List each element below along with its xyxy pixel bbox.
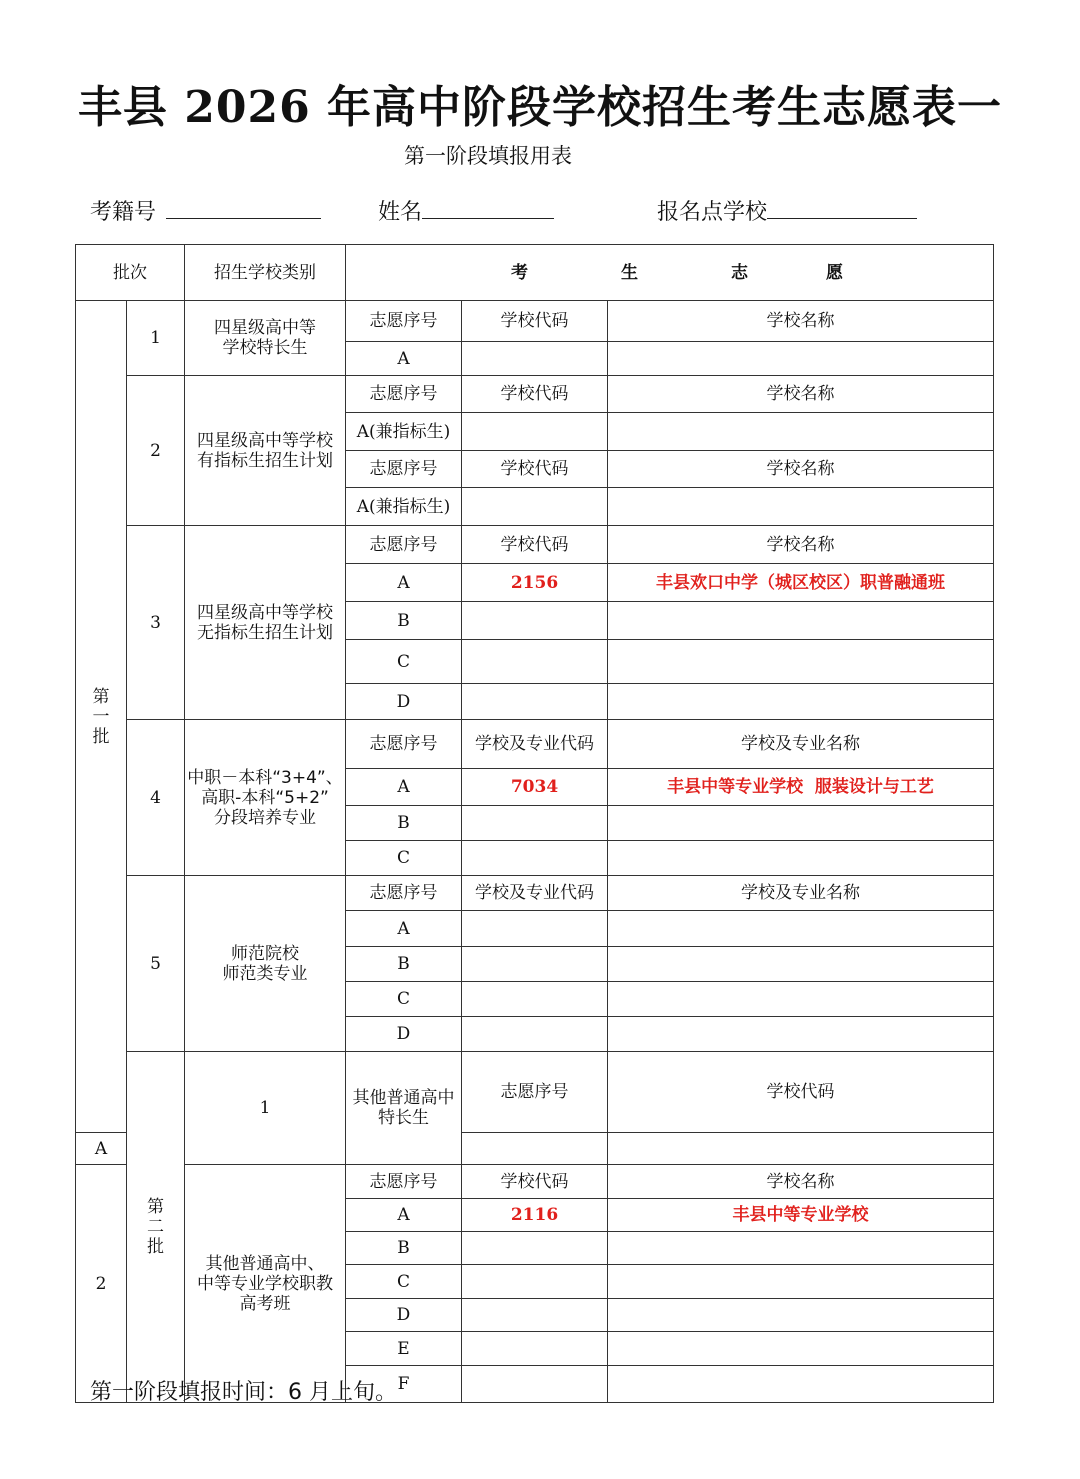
batch1-label [76,301,127,1133]
wish-seq: A [346,1199,462,1232]
school-code-cell[interactable]: 2116 [462,1199,608,1232]
wish-seq: E [346,1332,462,1366]
wish-table [75,244,994,1403]
school-code-cell[interactable] [462,342,608,376]
school-name-cell[interactable] [608,1366,994,1403]
school-name-cell[interactable] [608,1299,994,1332]
school-blank[interactable] [767,196,917,219]
section-number: 1 [127,301,185,376]
wish-seq: A [346,769,462,806]
school-name-cell[interactable] [608,947,994,982]
section-category [185,301,346,376]
col-seq-label: 志愿序号 [346,451,462,488]
exam-id-blank[interactable] [166,196,321,219]
wish-seq: A [346,564,462,602]
school-name-cell[interactable] [608,841,994,876]
school-code-cell[interactable] [462,947,608,982]
batch2-label [127,1052,185,1403]
col-seq-label: 志愿序号 [346,1165,462,1199]
table-row [76,720,994,769]
category-line: 高职-本科“5+2” [201,787,329,808]
batch1-label-char: 批 [92,726,110,747]
table-row [76,876,994,911]
school-code-cell[interactable] [462,1265,608,1299]
section-category [185,376,346,526]
exam-id-label: 考籍号 [90,200,157,225]
school-code-cell[interactable] [462,602,608,640]
category-line: 四星级高中等 [214,318,316,338]
batch1-label-char: 第 [92,686,110,707]
school-name-cell[interactable] [608,684,994,720]
col-name-label: 学校名称 [608,376,994,413]
name-field[interactable] [378,196,554,229]
wish-seq: D [346,1017,462,1052]
col-code-label: 学校及专业代码 [462,876,608,911]
col-seq-label: 志愿序号 [346,876,462,911]
section-number: 1 [185,1052,346,1165]
col-code-label: 学校及专业代码 [462,720,608,769]
wish-seq: C [346,841,462,876]
category-line: 无指标生招生计划 [197,622,333,643]
col-code-label: 学校代码 [462,301,608,342]
col-code-label: 学校代码 [608,1052,994,1133]
wish-seq: D [346,1299,462,1332]
school-name-cell[interactable] [608,1232,994,1265]
wish-seq: C [346,1265,462,1299]
school-code-cell[interactable]: 2156 [462,564,608,602]
school-name-cell[interactable] [608,1265,994,1299]
table-row [76,1165,994,1199]
col-name-label: 学校及专业名称 [608,720,994,769]
section-number: 4 [127,720,185,876]
category-line: 中等专业学校职教 [197,1273,333,1294]
school-name-cell[interactable] [608,640,994,684]
section-category [185,526,346,720]
col-seq-label: 志愿序号 [346,526,462,564]
school-code-cell[interactable] [462,488,608,526]
school-name-cell[interactable] [608,806,994,841]
school-code-cell[interactable] [462,684,608,720]
batch1-label-char: 一 [92,706,110,727]
category-line: 其他普通高中、 [205,1253,325,1274]
school-code-cell[interactable] [462,841,608,876]
school-code-cell[interactable] [462,1366,608,1403]
col-code-label: 学校代码 [462,1165,608,1199]
col-name-label: 学校名称 [608,1165,994,1199]
category-line: 高考班 [239,1293,291,1314]
col-seq-label: 志愿序号 [346,301,462,342]
category-line: 有指标生招生计划 [197,450,333,471]
section-number: 5 [127,876,185,1052]
school-code-cell[interactable] [462,1133,608,1165]
wish-seq: B [346,602,462,640]
name-blank[interactable] [422,196,554,219]
category-line: 师范类专业 [222,963,308,984]
wish-seq: F [346,1366,462,1403]
section-number: 2 [127,376,185,526]
section-category [185,720,346,876]
col-code-label: 学校代码 [462,526,608,564]
category-line: 特长生 [378,1108,429,1128]
school-field[interactable] [657,196,917,229]
category-line: 中职－本科“3+4”、 [187,767,343,788]
table-row [76,526,994,564]
section-category [346,1052,462,1165]
school-code-cell[interactable] [462,982,608,1017]
school-code-cell[interactable] [462,413,608,451]
school-name-cell[interactable] [608,1332,994,1366]
school-code-cell[interactable] [462,1017,608,1052]
school-name-cell[interactable]: 丰县中等专业学校 [608,1199,994,1232]
batch2-label-char: 批 [147,1237,164,1257]
section-number: 2 [76,1165,127,1403]
school-code-cell[interactable] [462,640,608,684]
school-code-cell[interactable] [462,1232,608,1265]
header-batch: 批次 [76,245,185,301]
section-number: 3 [127,526,185,720]
category-line: 其他普通高中 [352,1088,455,1108]
school-code-cell[interactable] [462,1332,608,1366]
col-name-label: 学校名称 [608,301,994,342]
table-header-row [76,245,994,301]
fill-time-note: 第一阶段填报时间：6 月上旬。 [90,1380,397,1405]
form-title: 丰县 2026 年高中阶段学校招生考生志愿表一 [77,82,1003,133]
exam-id-field[interactable] [90,196,321,229]
wish-seq: A [346,342,462,376]
school-name-cell[interactable] [608,488,994,526]
wish-seq: A [76,1133,127,1165]
table-row [76,1052,994,1133]
col-code-label: 学校代码 [462,376,608,413]
category-line: 学校特长生 [222,338,308,358]
school-name-cell[interactable] [608,413,994,451]
col-name-label: 学校及专业名称 [608,876,994,911]
col-code-label: 学校代码 [462,451,608,488]
wish-seq: C [346,982,462,1017]
school-name-cell[interactable] [608,982,994,1017]
section-category [185,1165,346,1403]
wish-seq: D [346,684,462,720]
wish-seq: B [346,947,462,982]
table-row [76,376,994,413]
school-code-cell[interactable] [462,1299,608,1332]
school-name-cell[interactable] [608,911,994,947]
wish-seq: A(兼指标生) [346,488,462,526]
category-line: 四星级高中等学校 [197,602,333,623]
col-seq-label: 志愿序号 [346,376,462,413]
batch2-label-char: 二 [147,1217,164,1237]
school-name-cell[interactable] [608,1133,994,1165]
wish-seq: B [346,1232,462,1265]
col-name-label: 学校名称 [608,526,994,564]
header-wish-char: 考 [511,262,528,283]
category-line: 师范院校 [231,943,299,964]
school-code-cell[interactable]: 7034 [462,769,608,806]
batch2-label-char: 第 [147,1197,164,1217]
school-label: 报名点学校 [657,200,768,225]
header-wish-char: 生 [621,262,638,283]
school-name-cell[interactable] [608,1017,994,1052]
table-row [76,301,994,342]
col-seq-label: 志愿序号 [346,720,462,769]
school-name-cell[interactable]: 丰县欢口中学（城区校区）职普融通班 [608,564,994,602]
school-name-cell[interactable] [608,602,994,640]
wish-seq: B [346,806,462,841]
header-wish-char: 志 [731,262,748,283]
category-line: 四星级高中等学校 [197,430,333,451]
wish-seq: A [346,911,462,947]
school-code-cell[interactable] [462,806,608,841]
name-label: 姓名 [378,200,423,225]
school-name-cell[interactable]: 丰县中等专业学校 服装设计与工艺 [608,769,994,806]
header-category: 招生学校类别 [185,245,346,301]
school-name-cell[interactable] [608,342,994,376]
header-wish [346,245,994,301]
school-code-cell[interactable] [462,911,608,947]
col-seq-label: 志愿序号 [462,1052,608,1133]
col-name-label: 学校名称 [608,451,994,488]
wish-seq: C [346,640,462,684]
form-subtitle: 第一阶段填报用表 [404,144,572,168]
header-wish-char: 愿 [826,262,843,283]
wish-seq: A(兼指标生) [346,413,462,451]
section-category [185,876,346,1052]
category-line: 分段培养专业 [214,807,316,828]
